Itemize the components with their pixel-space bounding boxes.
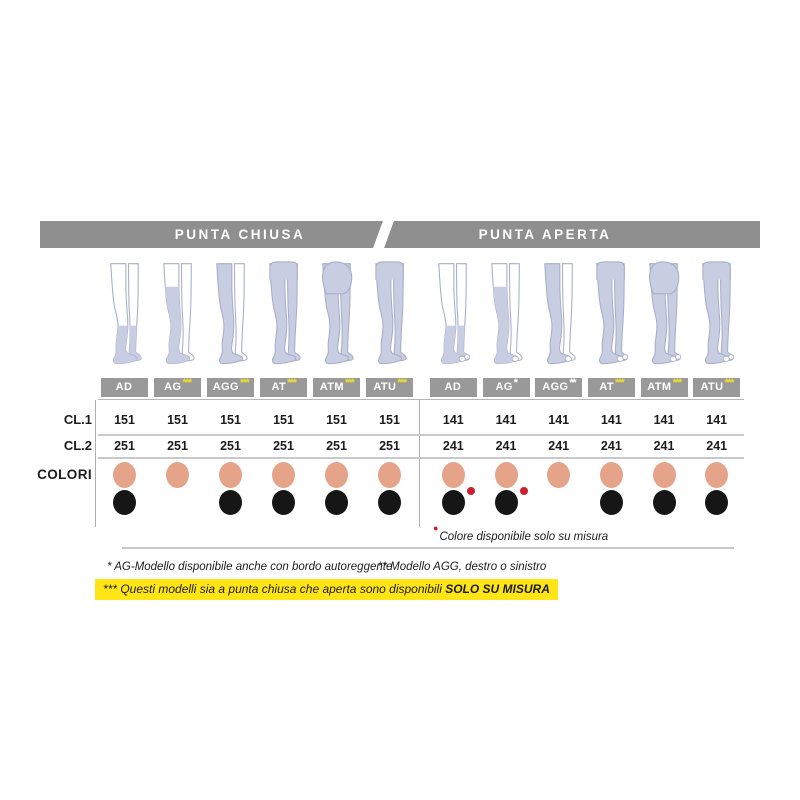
custom-only-red-dot-icon <box>467 487 475 495</box>
black-dot-cell-punta-chiusa-ag <box>151 489 204 516</box>
beige-dot-cell-punta-aperta-at <box>585 461 638 488</box>
cl1-value-punta-chiusa-agg: 151 <box>220 413 241 427</box>
model-header-cell-punta-chiusa-ag <box>151 377 204 398</box>
row-label-cl2: CL.2 <box>63 438 92 453</box>
footnote-solo-su-misura-text: *** Questi modelli sia a punta chiusa che aperta sono disponibili <box>103 582 446 596</box>
asterisk-marks: *** <box>615 377 624 390</box>
cl1-value-punta-chiusa-ad: 151 <box>114 413 135 427</box>
leg-illustration-monocollant-open <box>532 255 585 375</box>
model-header-cell-punta-aperta-atu <box>690 377 743 398</box>
black-color-dot <box>705 490 728 515</box>
model-header-punta-chiusa-at: AT*** <box>260 378 307 397</box>
model-headers-punta-chiusa <box>98 377 416 398</box>
cl1-value-punta-aperta-ag: 141 <box>495 413 517 427</box>
black-color-dot <box>272 490 295 515</box>
model-header-punta-chiusa-ad: AD <box>101 378 148 397</box>
black-color-dot <box>442 490 465 515</box>
model-header-cell-punta-chiusa-atm <box>310 377 363 398</box>
footnote-agg: ** Modello AGG, destro o sinistro <box>378 561 547 573</box>
table-left-vertical-rule <box>95 400 96 527</box>
black-color-dot <box>378 490 401 515</box>
beige-dot-cell-punta-aperta-ad <box>427 461 480 488</box>
beige-color-dot <box>219 462 242 488</box>
leg-illustration-autoreggente-open <box>480 255 533 375</box>
black-dot-cell-punta-chiusa-at <box>257 489 310 516</box>
beige-dot-cell-punta-chiusa-agg <box>204 461 257 488</box>
beige-color-dot <box>653 462 676 488</box>
black-color-dot <box>653 490 676 515</box>
leg-illustration-collant-maternity-closed <box>310 255 363 375</box>
footnote-solo-su-misura <box>95 579 558 600</box>
banner-punta-chiusa-label: PUNTA CHIUSA <box>174 227 306 242</box>
asterisk-marks: *** <box>344 377 354 390</box>
cl1-value-punta-chiusa-atu: 151 <box>379 413 400 427</box>
cl2-value-punta-aperta-atm: 241 <box>653 438 675 453</box>
cl1-value-punta-chiusa-atm: 151 <box>326 413 347 427</box>
model-header-punta-chiusa-atu: ATU*** <box>366 378 413 397</box>
red-dot-icon: ● <box>433 523 439 533</box>
leg-illustration-collant-unisex-closed <box>363 255 416 375</box>
beige-color-dot <box>442 462 465 488</box>
row-label-colori: COLORI <box>37 467 92 482</box>
black-dots-punta-aperta <box>427 489 743 516</box>
leg-illustration-autoreggente-closed <box>151 255 204 375</box>
cl1-value-punta-chiusa-at: 151 <box>273 413 294 427</box>
footnote-solo-su-misura-bold: SOLO SU MISURA <box>445 582 550 596</box>
beige-dot-cell-punta-aperta-atu <box>690 461 743 488</box>
beige-dots-punta-chiusa <box>98 461 416 488</box>
model-header-punta-aperta-ag: AG* <box>483 378 530 397</box>
beige-dot-cell-punta-chiusa-ag <box>151 461 204 488</box>
black-color-dot <box>219 490 242 515</box>
cl1-value-punta-aperta-ad: 141 <box>442 413 464 427</box>
black-dot-cell-punta-chiusa-agg <box>204 489 257 516</box>
beige-dots-punta-aperta <box>427 461 743 488</box>
beige-color-dot <box>600 462 623 488</box>
leg-illustration-collant-maternity-open <box>638 255 691 375</box>
custom-color-note-text: Colore disponibile solo su misura <box>439 530 609 543</box>
asterisk-marks: *** <box>397 377 406 390</box>
model-header-punta-chiusa-ag: AG*** <box>154 378 201 397</box>
cl2-value-punta-chiusa-agg: 251 <box>220 438 241 453</box>
model-header-punta-aperta-ad: AD <box>430 378 477 397</box>
black-dot-cell-punta-chiusa-ad <box>98 489 151 516</box>
leg-illustration-collant-open <box>585 255 638 375</box>
model-header-punta-chiusa-agg: AGG*** <box>207 378 254 397</box>
table-center-vertical-rule <box>419 400 420 527</box>
black-dot-cell-punta-aperta-ag <box>480 489 533 516</box>
beige-dot-cell-punta-chiusa-ad <box>98 461 151 488</box>
cl2-colori-divider <box>98 457 744 459</box>
cl2-value-punta-chiusa-atm: 251 <box>326 438 347 453</box>
table-bottom-rule <box>122 547 734 549</box>
beige-color-dot <box>272 462 295 488</box>
cl2-values-punta-chiusa <box>98 435 416 456</box>
cl2-value-punta-chiusa-atu: 251 <box>379 438 400 453</box>
cl1-value-punta-chiusa-ag: 151 <box>167 413 188 427</box>
cl2-value-punta-aperta-agg: 241 <box>548 438 570 453</box>
asterisk-marks: *** <box>287 377 296 390</box>
table-top-rule <box>98 399 744 400</box>
black-dot-cell-punta-aperta-at <box>585 489 638 516</box>
cl1-values-punta-chiusa <box>98 408 416 432</box>
beige-color-dot <box>113 462 136 488</box>
model-header-cell-punta-chiusa-atu <box>363 377 416 398</box>
black-color-dot <box>495 490 518 515</box>
cl2-value-punta-aperta-at: 241 <box>600 438 622 453</box>
cl1-value-punta-aperta-at: 141 <box>600 413 622 427</box>
beige-color-dot <box>378 462 401 488</box>
black-dots-punta-chiusa <box>98 489 416 516</box>
asterisk-marks: *** <box>239 377 249 390</box>
cl2-values-punta-aperta <box>427 435 743 456</box>
black-dot-cell-punta-chiusa-atu <box>363 489 416 516</box>
beige-color-dot <box>705 462 728 488</box>
model-header-cell-punta-aperta-ag <box>480 377 533 398</box>
leg-illustration-collant-unisex-open <box>690 255 743 375</box>
asterisk-marks: *** <box>724 377 733 390</box>
beige-dot-cell-punta-chiusa-atu <box>363 461 416 488</box>
cl2-value-punta-chiusa-ad: 251 <box>114 438 135 453</box>
cl2-value-punta-aperta-ag: 241 <box>495 438 517 453</box>
cl1-value-punta-aperta-atu: 141 <box>706 413 728 427</box>
custom-color-note <box>433 523 609 543</box>
black-dot-cell-punta-aperta-atu <box>690 489 743 516</box>
model-header-cell-punta-chiusa-at <box>257 377 310 398</box>
beige-dot-cell-punta-chiusa-at <box>257 461 310 488</box>
model-headers-punta-aperta <box>427 377 743 398</box>
beige-dot-cell-punta-aperta-agg <box>532 461 585 488</box>
asterisk-marks: *** <box>182 377 191 390</box>
cl1-value-punta-aperta-agg: 141 <box>548 413 570 427</box>
cl2-value-punta-chiusa-ag: 251 <box>167 438 188 453</box>
beige-color-dot <box>166 462 189 488</box>
model-header-cell-punta-aperta-agg <box>532 377 585 398</box>
cl2-value-punta-chiusa-at: 251 <box>273 438 294 453</box>
model-header-cell-punta-chiusa-agg <box>204 377 257 398</box>
model-header-cell-punta-chiusa-ad <box>98 377 151 398</box>
asterisk-marks: *** <box>672 377 681 390</box>
leg-illustration-monocollant-closed <box>204 255 257 375</box>
beige-color-dot <box>547 462 570 488</box>
black-color-dot <box>113 490 136 515</box>
banner-punta-aperta-label: PUNTA APERTA <box>478 227 612 242</box>
beige-color-dot <box>325 462 348 488</box>
footnote-ag: * AG-Modello disponibile anche con bordo autoreggente <box>107 561 393 573</box>
model-header-cell-punta-aperta-at <box>585 377 638 398</box>
model-header-punta-aperta-at: AT*** <box>588 378 635 397</box>
black-dot-cell-punta-aperta-atm <box>638 489 691 516</box>
beige-dot-cell-punta-aperta-ag <box>480 461 533 488</box>
model-header-punta-aperta-atm: ATM*** <box>641 378 688 397</box>
black-color-dot <box>600 490 623 515</box>
leg-illustration-gambaletto-closed <box>98 255 151 375</box>
toe-type-banner <box>40 221 760 248</box>
model-header-punta-chiusa-atm: ATM*** <box>313 378 360 397</box>
row-label-cl1: CL.1 <box>63 412 92 427</box>
leg-illustration-collant-closed <box>257 255 310 375</box>
model-header-punta-aperta-agg: AGG** <box>535 378 582 397</box>
custom-only-red-dot-icon <box>520 487 528 495</box>
beige-dot-cell-punta-aperta-atm <box>638 461 691 488</box>
cl1-values-punta-aperta <box>427 408 743 432</box>
cl1-value-punta-aperta-atm: 141 <box>653 413 675 427</box>
cl2-value-punta-aperta-ad: 241 <box>442 438 464 453</box>
beige-color-dot <box>495 462 518 488</box>
model-header-punta-aperta-atu: ATU*** <box>693 378 740 397</box>
black-dot-cell-punta-aperta-ad <box>427 489 480 516</box>
beige-dot-cell-punta-chiusa-atm <box>310 461 363 488</box>
black-color-dot <box>325 490 348 515</box>
legs-row-punta-aperta <box>427 253 743 375</box>
leg-illustration-gambaletto-open <box>427 255 480 375</box>
cl2-value-punta-aperta-atu: 241 <box>706 438 728 453</box>
legs-row-punta-chiusa <box>98 253 416 375</box>
model-header-cell-punta-aperta-ad <box>427 377 480 398</box>
model-header-cell-punta-aperta-atm <box>638 377 691 398</box>
asterisk-marks: * <box>513 377 517 390</box>
black-dot-cell-punta-aperta-agg <box>532 489 585 516</box>
asterisk-marks: ** <box>569 377 576 390</box>
black-dot-cell-punta-chiusa-atm <box>310 489 363 516</box>
